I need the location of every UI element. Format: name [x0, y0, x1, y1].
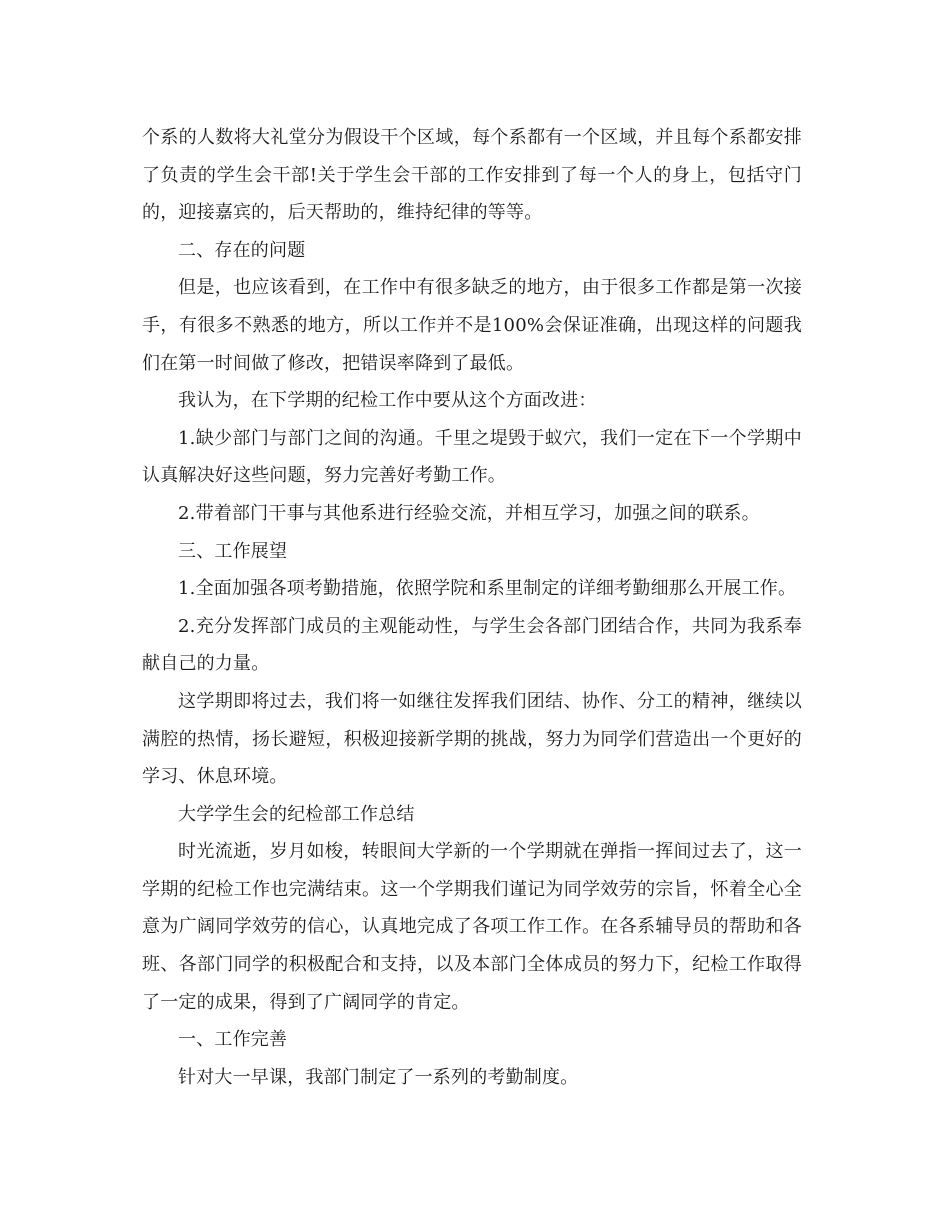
list-item: 2.带着部门干事与其他系进行经验交流，并相互学习，加强之间的联系。	[178, 502, 760, 524]
paragraph: 我认为，在下学期的纪检工作中要从这个方面改进：	[178, 390, 597, 412]
section-heading-outlook: 三、工作展望	[178, 540, 288, 562]
section-heading-improvement: 一、工作完善	[178, 1029, 288, 1051]
paragraph: 时光流逝，岁月如梭，转眼间大学新的一个学期就在弹指一挥间过去了，这一学期的纪检工作也完满结束。这一个学期我们谨记为同学效劳的宗旨，怀着全心全意为广阔同学效劳的信心，认真地完成了各项工作工作。在各系辅导员的帮助和各班、各部门同学的积极配合和支持，以及本部门全体成员的努力下，纪检工作取得了一定的成果，得到了广阔同学的肯定。	[142, 841, 802, 1013]
paragraph: 针对大一早课，我部门制定了一系列的考勤制度。	[178, 1066, 579, 1088]
paragraph-continuation: 个系的人数将大礼堂分为假设干个区域，每个系都有一个区域，并且每个系都安排了负责的学生会干部!关于学生会干部的工作安排到了每一个人的身上，包括守门的，迎接嘉宾的，后天帮助的，维持纪律的等等。	[142, 127, 802, 224]
list-item: 1.全面加强各项考勤措施，依照学院和系里制定的详细考勤细那么开展工作。	[178, 578, 797, 600]
section-heading-problems: 二、存在的问题	[178, 239, 306, 261]
paragraph: 但是，也应该看到，在工作中有很多缺乏的地方，由于很多工作都是第一次接手，有很多不熟悉的地方，所以工作并不是100%会保证准确，出现这样的问题我们在第一时间做了修改，把错误率降到了最低。	[142, 277, 802, 374]
document-body	[142, 119, 802, 1096]
paragraph: 这学期即将过去，我们将一如继往发挥我们团结、协作、分工的精神，继续以满腔的热情，扬长避短，积极迎接新学期的挑战，努力为同学们营造出一个更好的学习、休息环境。	[142, 690, 802, 788]
list-item: 2.充分发挥部门成员的主观能动性，与学生会各部门团结合作，共同为我系奉献自己的力量。	[142, 615, 802, 675]
document-title: 大学学生会的纪检部工作总结	[178, 803, 415, 825]
list-item: 1.缺少部门与部门之间的沟通。千里之堤毁于蚁穴，我们一定在下一个学期中认真解决好这些问题，努力完善好考勤工作。	[142, 427, 802, 487]
